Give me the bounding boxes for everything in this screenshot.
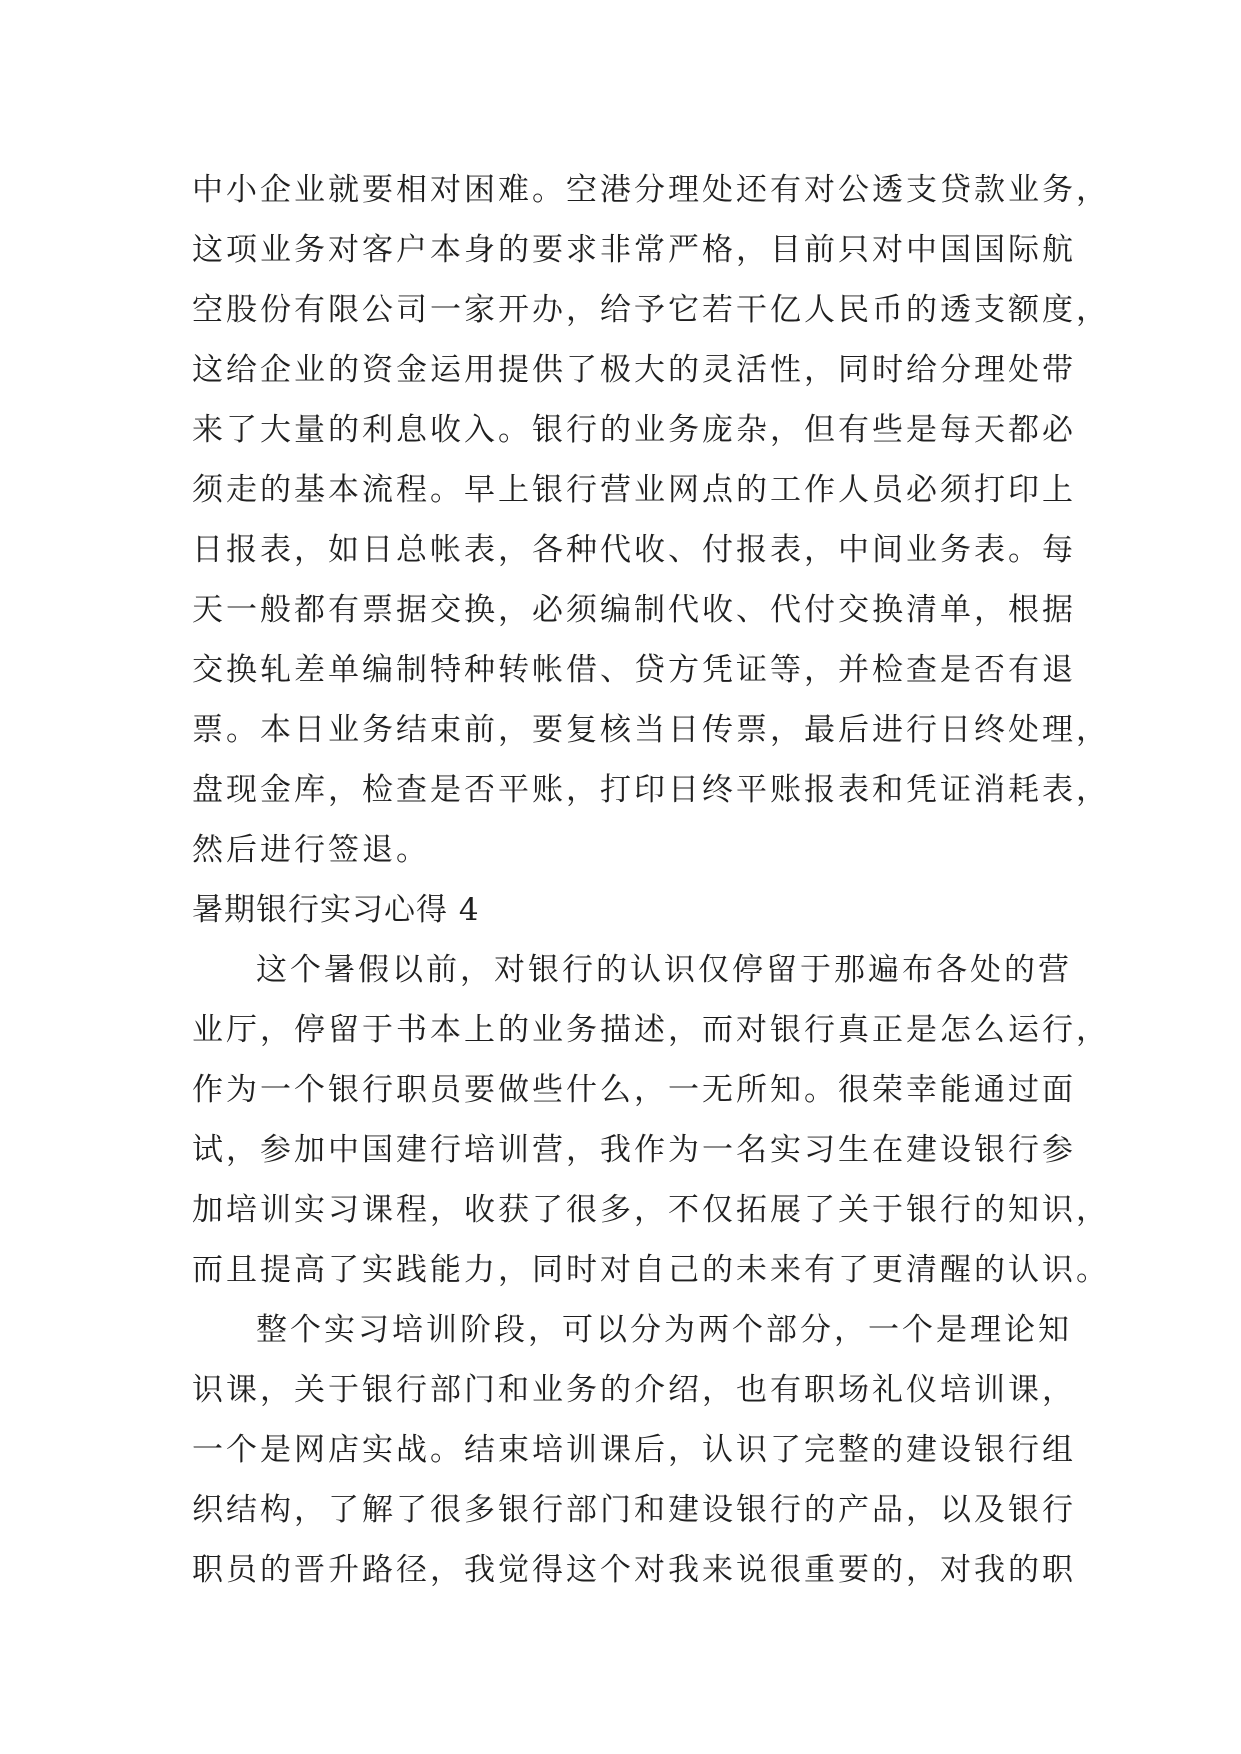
text-line: 票。本日业务结束前，要复核当日传票，最后进行日终处理， (192, 712, 1110, 748)
text-line: 这项业务对客户本身的要求非常严格，目前只对中国国际航 (192, 232, 1076, 268)
text-line: 而且提高了实践能力，同时对自己的未来有了更清醒的认识。 (192, 1252, 1110, 1288)
text-line: 一个是网店实战。结束培训课后，认识了完整的建设银行组 (192, 1432, 1076, 1468)
text-line: 试，参加中国建行培训营，我作为一名实习生在建设银行参 (192, 1132, 1076, 1168)
text-line: 须走的基本流程。早上银行营业网点的工作人员必须打印上 (192, 472, 1076, 508)
text-line: 整个实习培训阶段，可以分为两个部分，一个是理论知 (256, 1312, 1072, 1348)
text-line: 这个暑假以前，对银行的认识仅停留于那遍布各处的营 (256, 952, 1072, 988)
text-line: 加培训实习课程，收获了很多，不仅拓展了关于银行的知识， (192, 1192, 1110, 1228)
text-line: 然后进行签退。 (192, 832, 430, 868)
text-line: 职员的晋升路径，我觉得这个对我来说很重要的，对我的职 (192, 1552, 1076, 1588)
text-line: 空股份有限公司一家开办，给予它若干亿人民币的透支额度， (192, 292, 1110, 328)
section-heading: 暑期银行实习心得 4 (192, 892, 480, 928)
text-line: 这给企业的资金运用提供了极大的灵活性，同时给分理处带 (192, 352, 1076, 388)
text-line: 盘现金库，检查是否平账，打印日终平账报表和凭证消耗表， (192, 772, 1110, 808)
text-line: 作为一个银行职员要做些什么，一无所知。很荣幸能通过面 (192, 1072, 1076, 1108)
text-line: 来了大量的利息收入。银行的业务庞杂，但有些是每天都必 (192, 412, 1076, 448)
text-line: 交换轧差单编制特种转帐借、贷方凭证等，并检查是否有退 (192, 652, 1076, 688)
text-line: 日报表，如日总帐表，各种代收、付报表，中间业务表。每 (192, 532, 1076, 568)
text-line: 天一般都有票据交换，必须编制代收、代付交换清单，根据 (192, 592, 1076, 628)
text-line: 中小企业就要相对困难。空港分理处还有对公透支贷款业务， (192, 172, 1110, 208)
text-line: 识课，关于银行部门和业务的介绍，也有职场礼仪培训课， (192, 1372, 1076, 1408)
text-line: 业厅，停留于书本上的业务描述，而对银行真正是怎么运行， (192, 1012, 1110, 1048)
document-body (192, 160, 1110, 1600)
text-line: 织结构，了解了很多银行部门和建设银行的产品，以及银行 (192, 1492, 1076, 1528)
